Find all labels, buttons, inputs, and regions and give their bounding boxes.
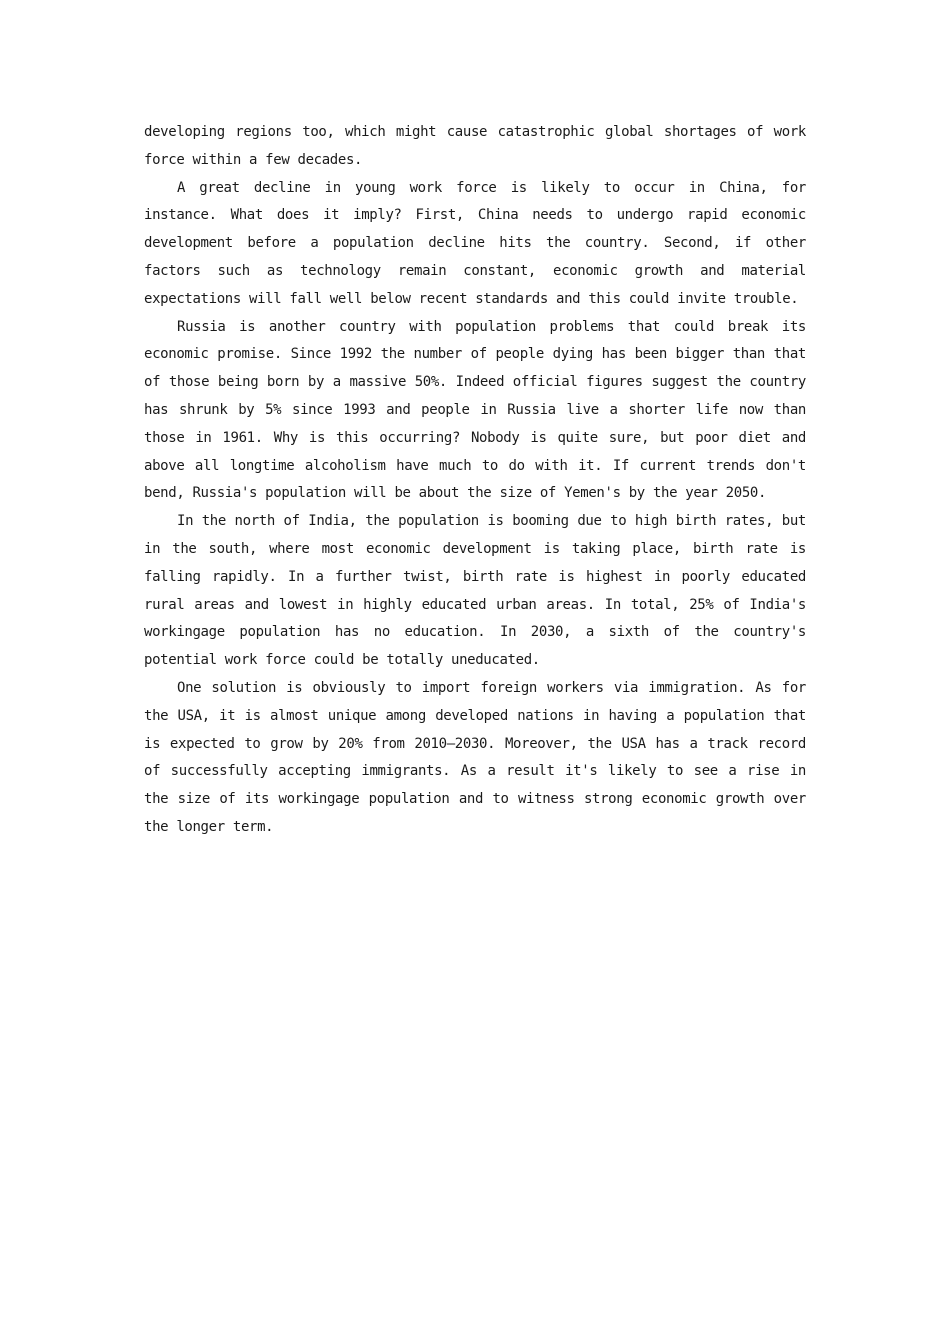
- document-body: [144, 119, 806, 842]
- paragraph-usa: One solution is obviously to import foreign workers via immigration. As for the USA, it is almost unique among developed nations in having a population that is expected to grow by 20% from 2010—2030. Moreover, the USA has a track record of successfully accepting immigrants. As a result it's likely to see a rise in the size of its workingage population and to witness strong economic growth over the longer term.: [144, 679, 806, 835]
- paragraph-india: In the north of India, the population is booming due to high birth rates, but in the south, where most economic development is taking place, birth rate is falling rapidly. In a further twist, birth rate is highest in poorly educated rural areas and lowest in highly educated urban areas. In total, 25% of India's workingage population has no education. In 2030, a sixth of the country's potential work force could be totally uneducated.: [144, 513, 806, 669]
- paragraph-continuation: developing regions too, which might cause catastrophic global shortages of work force within a few decades.: [144, 124, 806, 168]
- paragraph-china: A great decline in young work force is likely to occur in China, for instance. What does it imply? First, China needs to undergo rapid economic development before a population decline hits the country. Second, if other factors such as technology remain constant, economic growth and material expectations will fall well below recent standards and this could invite trouble.: [144, 179, 806, 307]
- paragraph-russia: Russia is another country with population problems that could break its economic promise. Since 1992 the number of people dying has been bigger than that of those being born by a massive 50%. Indeed official figures suggest the country has shrunk by 5% since 1993 and people in Russia live a shorter life now than those in 1961. Why is this occurring? Nobody is quite sure, but poor diet and above all longtime alcoholism have much to do with it. If current trends don't bend, Russia's population will be about the size of Yemen's by the year 2050.: [144, 318, 806, 502]
